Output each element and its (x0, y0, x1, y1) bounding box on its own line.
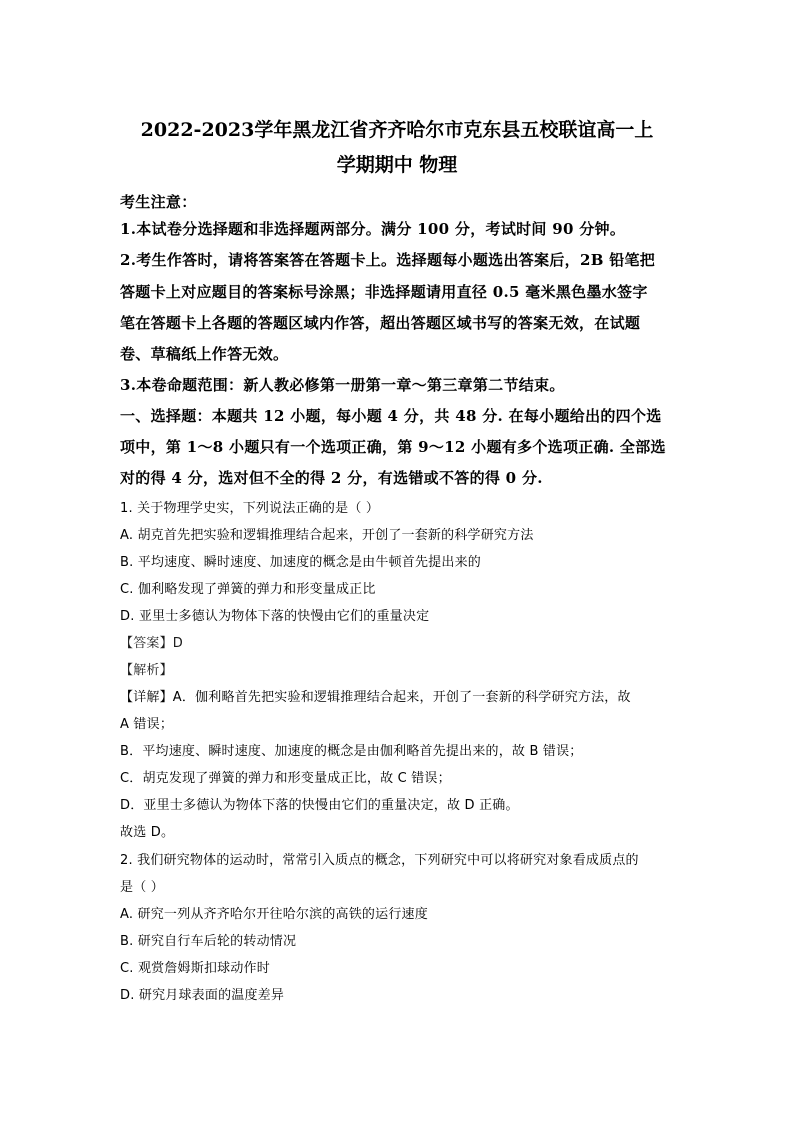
question-1-detail-line-1: 【详解】A．伽利略首先把实验和逻辑推理结合起来，开创了一套新的科学研究方法，故 (120, 690, 631, 705)
notice-item-2-line-3: 笔在答题卡上各题的答题区域内作答，超出答题区域书写的答案无效，在试题 (120, 314, 641, 332)
question-1-detail-c: C．胡克发现了弹簧的弹力和形变量成正比，故 C 错误； (120, 771, 451, 786)
question-1-option-d: D. 亚里士多德认为物体下落的快慢由它们的重量决定 (120, 609, 430, 624)
question-1-detail-b: B．平均速度、瞬时速度、加速度的概念是由伽利略首先提出来的，故 B 错误； (120, 744, 583, 759)
question-2-stem-line-2: 是（ ） (120, 880, 164, 895)
notice-heading: 考生注意： (120, 193, 197, 211)
question-1-detail-d: D．亚里士多德认为物体下落的快慢由它们的重量决定，故 D 正确。 (120, 798, 519, 813)
question-1-option-b: B. 平均速度、瞬时速度、加速度的概念是由牛顿首先提出来的 (120, 555, 481, 570)
section-1-instructions-line-1: 一、选择题：本题共 12 小题，每小题 4 分，共 48 分. 在每小题给出的四个选 (120, 407, 662, 425)
question-1-option-c: C. 伽利略发现了弹簧的弹力和形变量成正比 (120, 582, 376, 597)
question-2-option-d: D. 研究月球表面的温度差异 (120, 988, 285, 1003)
question-1-stem: 1. 关于物理学史实，下列说法正确的是（ ） (120, 501, 380, 516)
section-1-instructions-line-3: 对的得 4 分，选对但不全的得 2 分，有选错或不答的得 0 分. (120, 469, 543, 487)
question-1-analysis-label: 【解析】 (120, 663, 173, 678)
section-1-instructions-line-2: 项中，第 1～8 小题只有一个选项正确，第 9～12 小题有多个选项正确. 全部选 (120, 438, 666, 456)
question-2-option-c: C. 观赏詹姆斯扣球动作时 (120, 961, 270, 976)
notice-item-1: 1.本试卷分选择题和非选择题两部分。满分 100 分，考试时间 90 分钟。 (120, 220, 626, 238)
question-2-stem-line-1: 2. 我们研究物体的运动时，常常引入质点的概念，下列研究中可以将研究对象看成质点的 (120, 853, 639, 868)
notice-item-2-line-1: 2.考生作答时，请将答案答在答题卡上。选择题每小题选出答案后，2B 铅笔把 (120, 251, 656, 269)
question-2-option-a: A. 研究一列从齐齐哈尔开往哈尔滨的高铁的运行速度 (120, 907, 428, 922)
question-1-option-a: A. 胡克首先把实验和逻辑推理结合起来，开创了一套新的科学研究方法 (120, 528, 534, 543)
question-1-conclusion: 故选 D。 (120, 825, 175, 840)
notice-item-2-line-4: 卷、草稿纸上作答无效。 (120, 345, 289, 363)
notice-item-3: 3.本卷命题范围：新人教必修第一册第一章～第三章第二节结束。 (120, 376, 565, 394)
notice-item-2-line-2: 答题卡上对应题目的答案标号涂黑；非选择题请用直径 0.5 毫米黑色墨水签字 (120, 283, 648, 301)
question-1-detail-line-2: A 错误； (120, 717, 174, 732)
document-title-line-2: 学期期中 物理 (336, 154, 458, 176)
document-title-line-1: 2022-2023学年黑龙江省齐齐哈尔市克东县五校联谊高一上 (140, 119, 654, 141)
question-2-option-b: B. 研究自行车后轮的转动情况 (120, 934, 297, 949)
question-1-answer: 【答案】D (120, 636, 184, 651)
